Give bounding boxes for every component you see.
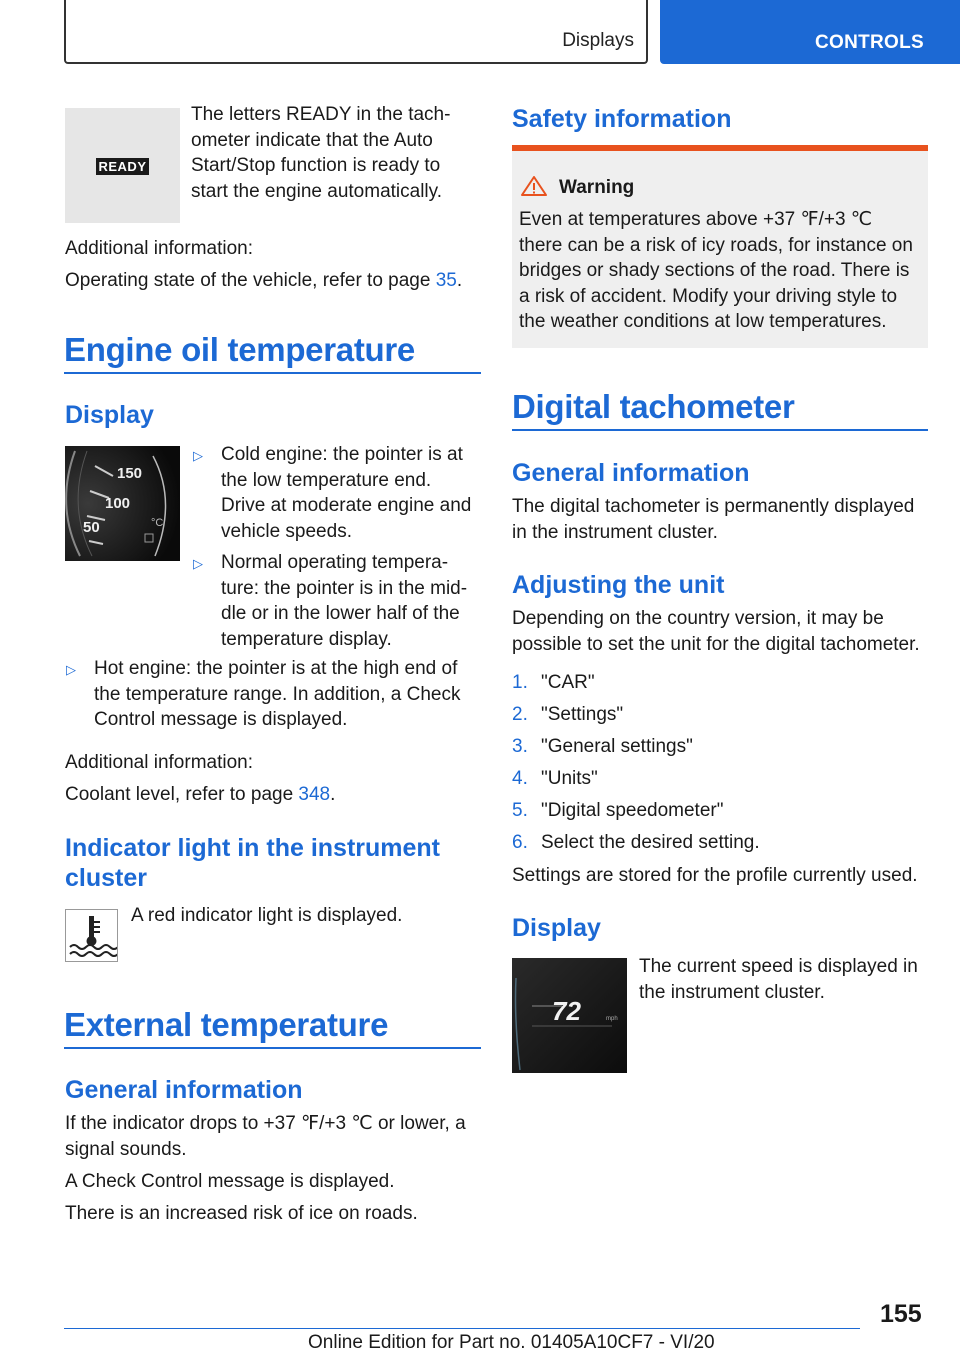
- section-rule: [64, 372, 481, 374]
- warning-text: Even at temperatures above +37 ℉/+3 ℃ there can be a risk of icy roads, for instance on bridges or shady sections of the road. There is a risk of accident. Modify your driving style to the weather conditions at low temperatures.: [519, 209, 913, 332]
- warning-label: Warning: [559, 177, 635, 198]
- ready-indicator-image: [65, 108, 180, 223]
- indicator-light-heading: Indicator light in the instrument cluster: [65, 834, 440, 892]
- ready-icon: READY: [96, 158, 149, 175]
- tacho-display-heading: Display: [512, 914, 601, 942]
- footer-edition: Online Edition for Part no. 01405A10CF7 - VI/20: [308, 1332, 715, 1353]
- warning-box: [512, 145, 928, 348]
- page-number: 155: [880, 1300, 922, 1328]
- page-link-348[interactable]: 348: [298, 784, 331, 805]
- engine-oil-temperature-title: Engine oil temperature: [64, 331, 415, 368]
- bullet-hot-engine: Hot engine: the pointer is at the high end of the temperature range. In addition, a Check Control message is displayed.: [94, 658, 461, 730]
- step-text: Select the desired setting.: [541, 832, 760, 853]
- step-number: 6.: [512, 832, 528, 853]
- gauge-label-150: 150: [117, 465, 143, 482]
- step-text: "Units": [541, 768, 598, 789]
- display-heading: Display: [65, 401, 154, 429]
- header-section-tab: [64, 0, 648, 64]
- oil-reference: Coolant level, refer to page 348.: [65, 784, 336, 805]
- digital-tachometer-title: Digital tachometer: [512, 388, 795, 425]
- ext-ice-risk: There is an increased risk of ice on roads.: [65, 1203, 418, 1224]
- step-text: "Settings": [541, 704, 624, 725]
- ext-check-control: A Check Control message is displayed.: [65, 1171, 395, 1192]
- ext-general-text: If the indicator drops to +37 ℉/+3 ℃ or lower, a signal sounds.: [65, 1113, 466, 1160]
- adjust-unit-text: Depending on the country version, it may be possible to set the unit for the digital tachometer.: [512, 608, 920, 655]
- speed-value: 72: [552, 996, 581, 1026]
- header-chapter-label: CONTROLS: [815, 32, 925, 53]
- digital-speed-image: [512, 958, 627, 1073]
- adjust-unit-heading: Adjusting the unit: [512, 571, 725, 599]
- warning-triangle-icon: [520, 175, 548, 197]
- step-text: "CAR": [541, 672, 595, 693]
- steps-list: [512, 670, 928, 853]
- bullet-triangle-icon: ▷: [193, 556, 203, 571]
- page-link-35[interactable]: 35: [435, 270, 457, 291]
- coolant-temperature-icon: [65, 909, 118, 962]
- ready-additional-label: Additional information:: [65, 238, 253, 259]
- oil-additional-label: Additional information:: [65, 752, 253, 773]
- gauge-label-50: 50: [83, 519, 100, 536]
- step-number: 3.: [512, 736, 528, 757]
- step-number: 5.: [512, 800, 528, 821]
- step-text: "Digital speedometer": [541, 800, 724, 821]
- bullet-triangle-icon: ▷: [66, 662, 76, 677]
- step-text: "General settings": [541, 736, 693, 757]
- ready-reference: Operating state of the vehicle, refer to page 35.: [65, 270, 463, 291]
- header-section-label: Displays: [562, 30, 634, 51]
- tacho-general-heading: General information: [512, 459, 750, 487]
- indicator-light-text: A red indicator light is displayed.: [131, 905, 403, 926]
- header-chapter-tab: [660, 0, 960, 64]
- footer-rule: [64, 1328, 860, 1329]
- step-number: 1.: [512, 672, 528, 693]
- settings-stored-text: Settings are stored for the profile currently used.: [512, 865, 918, 886]
- step-number: 2.: [512, 704, 528, 725]
- gauge-label-100: 100: [105, 495, 131, 512]
- section-rule: [64, 1047, 481, 1049]
- bullet-normal-temperature: Normal operating tempera- ture: the pointer is in the mid- dle or in the lower half of the temperature display.: [221, 552, 468, 650]
- tacho-display-text: The current speed is displayed in the instrument cluster.: [639, 956, 918, 1003]
- bullet-cold-engine: Cold engine: the pointer is at the low temperature end. Drive at moderate engine and vehicle speeds.: [221, 444, 472, 542]
- external-temperature-title: External temperature: [64, 1006, 389, 1043]
- bullet-triangle-icon: ▷: [193, 448, 203, 463]
- ext-general-heading: General information: [65, 1076, 303, 1104]
- ready-description: The letters READY in the tach- ometer indicate that the Auto Start/Stop function is ready to start the engine automatically.: [191, 104, 451, 202]
- tacho-general-text: The digital tachometer is permanently displayed in the instrument cluster.: [512, 496, 915, 543]
- section-rule: [512, 429, 928, 431]
- step-number: 4.: [512, 768, 528, 789]
- safety-heading: Safety information: [512, 105, 732, 133]
- gauge-graphic: [65, 446, 180, 561]
- oil-temperature-gauge-image: [65, 446, 180, 561]
- speed-unit: mph: [606, 1016, 618, 1022]
- gauge-unit: °C: [151, 517, 164, 529]
